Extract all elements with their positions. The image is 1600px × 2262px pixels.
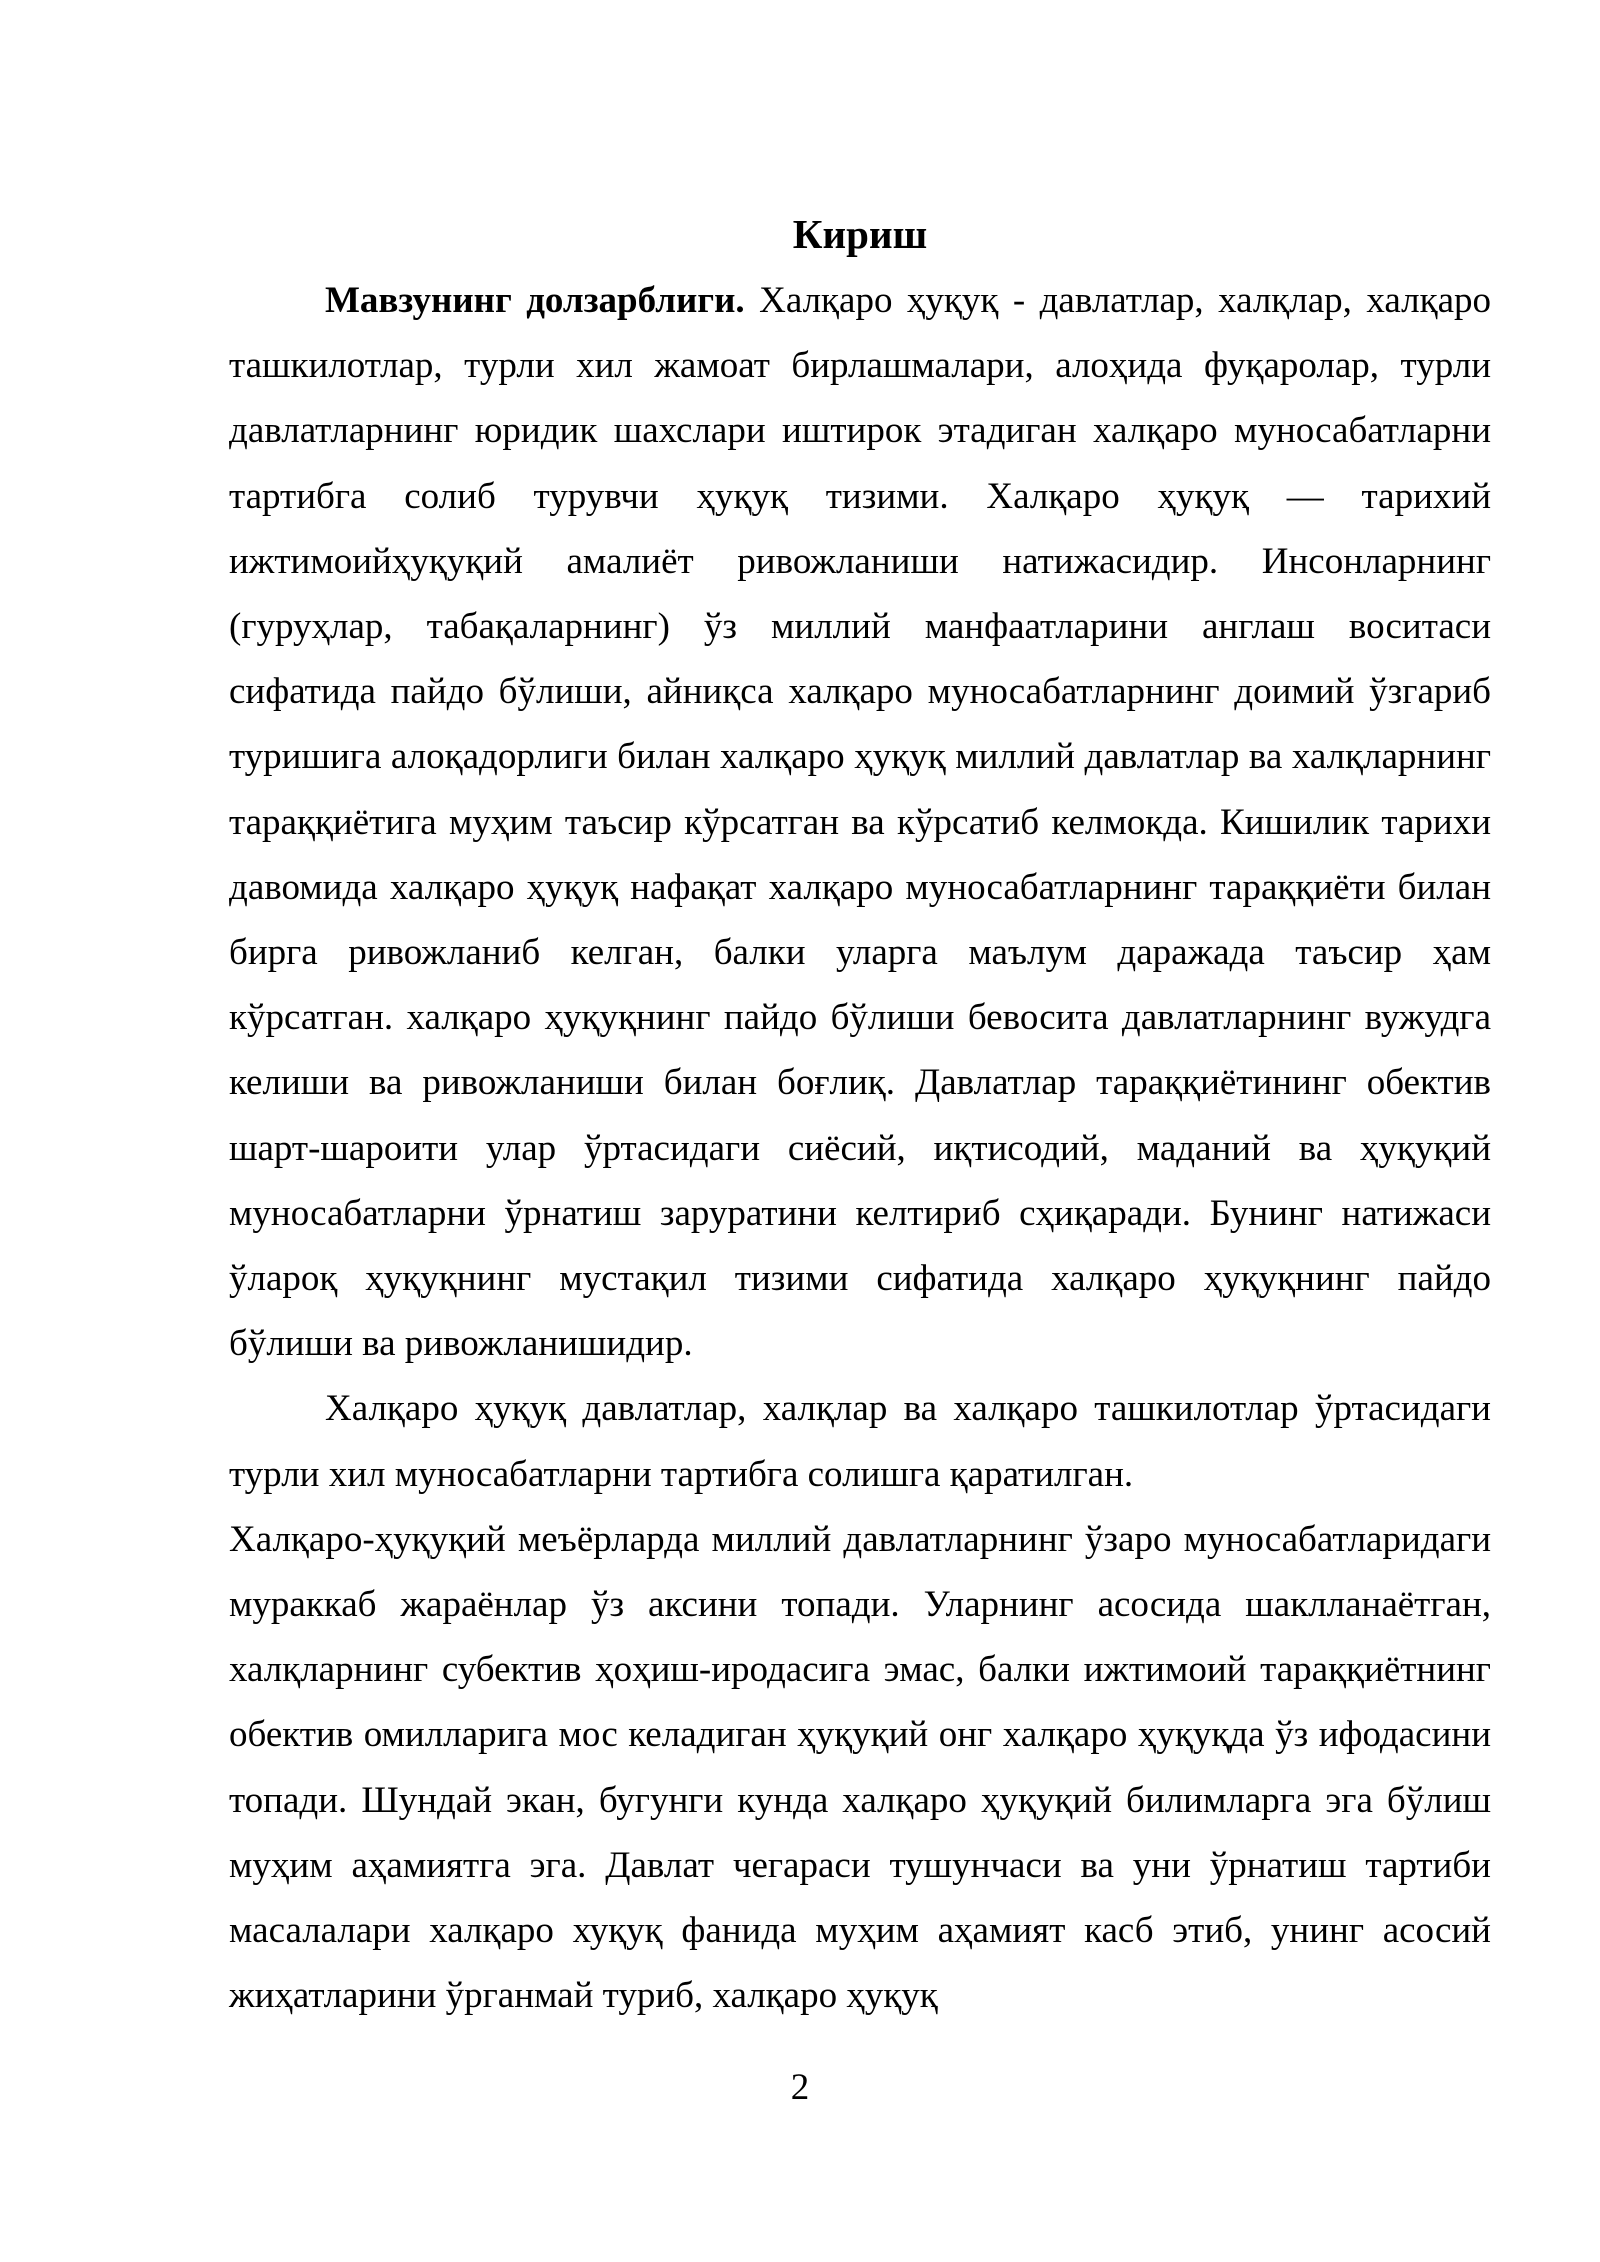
page-title: Кириш: [792, 211, 928, 257]
page-number: 2: [790, 2067, 810, 2108]
page-body: [229, 200, 1491, 2028]
paragraph-international-law: Халқаро ҳуқуқ давлатлар, халқлар ва халқаро ташкилотлар ўртасидаги турли хил муносабатларни тартибга солишга қаратилган.: [229, 1388, 1491, 1495]
paragraph-relevance: [229, 268, 1491, 1376]
paragraph-text: Халқаро ҳуқуқ - давлатлар, халқлар, халқаро ташкилотлар, турли хил жамоат бирлашмалари, алоҳида фуқаролар, турли давлатларнинг юридик шахслари иштирок этадиган халқаро муносабатларни тартибга солиб турувчи ҳуқуқ тизими. Халқаро ҳуқуқ — тарихий ижтимоийҳуқуқий амалиёт ривожланиши натижасидир. Инсонларнинг (гуруҳлар, табақаларнинг) ўз миллий манфаатларини англаш воситаси сифатида пайдо бўлиши, айниқса халқаро муносабатларнинг доимий ўзгариб туришига алоқадорлиги билан халқаро ҳуқуқ миллий давлатлар ва халқларнинг тараққиётига муҳим таъсир кўрсатган ва кўрсатиб келмокда. Кишилик тарихи давомида халқаро ҳуқуқ нафақат халқаро муносабатларнинг тараққиёти билан бирга ривожланиб келган, балки уларга маълум даражада таъсир ҳам кўрсатган. халқаро ҳуқуқнинг пайдо бўлиши бевосита давлатларнинг вужудга келиши ва ривожланиши билан боғлиқ. Давлатлар тараққиётининг обектив шарт-шароити улар ўртасидаги сиёсий, иқтисодий, маданий ва ҳуқуқий муносабатларни ўрнатиш заруратини келтириб сҳиқаради. Бунинг натижаси ўлароқ ҳуқуқнинг мустақил тизими сифатида халқаро ҳуқуқнинг пайдо бўлиши ва ривожланишидир.: [229, 280, 1491, 1365]
paragraph-legal-norms: Халқаро-ҳуқуқий меъёрларда миллий давлатларнинг ўзаро муносабатларидаги мураккаб жараёнлар ўз аксини топади. Уларнинг асосида шаклланаётган, халқларнинг субектив ҳоҳиш-иродасига эмас, балки ижтимоий тараққиётнинг обектив омилларига мос келадиган ҳуқуқий онг халқаро ҳуқуқда ўз ифодасини топади. Шундай экан, бугунги кунда халқаро ҳуқуқий билимларга эга бўлиш муҳим аҳамиятга эга. Давлат чегараси тушунчаси ва уни ўрнатиш тартиби масалалари халқаро хуқуқ фанида муҳим аҳамият касб этиб, унинг асосий жиҳатларини ўрганмай туриб, халқаро ҳуқуқ: [229, 1518, 1491, 2017]
paragraph-lead: Мавзунинг долзарблиги.: [325, 280, 745, 321]
